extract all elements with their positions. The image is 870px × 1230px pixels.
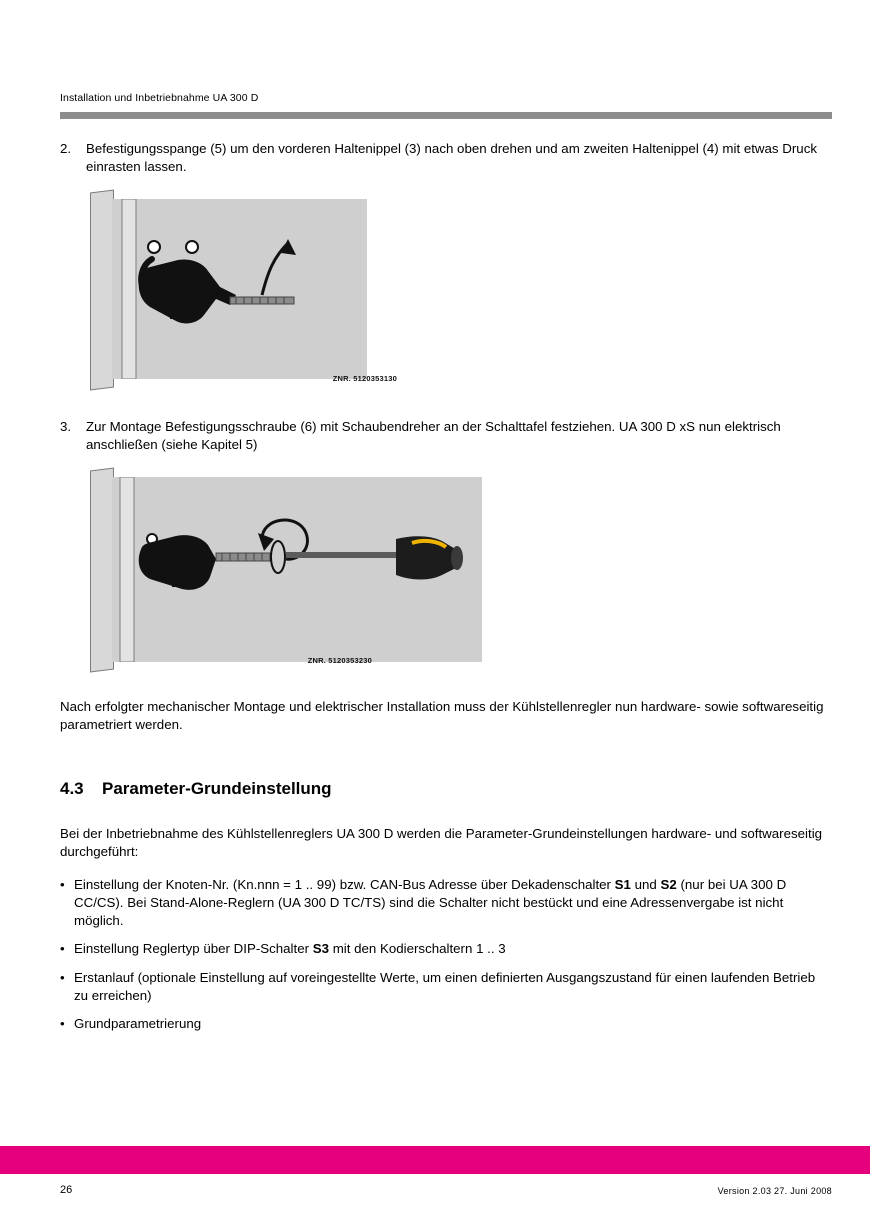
- step-item: [60, 140, 832, 175]
- step-item: [60, 418, 832, 453]
- figure-1-illustration: [112, 199, 367, 379]
- step-number: 2.: [60, 141, 72, 156]
- panel-plate-graphic: [90, 468, 114, 673]
- bullet-list: [60, 876, 832, 1033]
- figure-caption: ZNR. 5120353230: [307, 656, 372, 666]
- step-text: Zur Montage Befestigungsschraube (6) mit Schaubendreher an der Schalttafel festziehen. UA 300 D xS nun elektrisch anschließen (siehe Kapitel 5): [86, 419, 781, 452]
- list-item: [60, 1015, 832, 1033]
- footer-version: Version 2.03 27. Juni 2008: [717, 1186, 832, 1196]
- section-heading: [60, 779, 832, 799]
- page-header-title: Installation und Inbetriebnahme UA 300 D: [60, 92, 259, 104]
- figure-caption: ZNR. 5120353130: [332, 374, 397, 384]
- step-text: Befestigungsspange (5) um den vorderen Haltenippel (3) nach oben drehen und am zweiten Haltenippel (4) mit etwas Druck einrasten lassen.: [86, 141, 817, 174]
- figure-2-illustration: [112, 477, 482, 662]
- panel-plate-graphic: [90, 190, 114, 391]
- section-title: Parameter-Grundeinstellung: [102, 779, 332, 799]
- bullet-marker: •: [60, 877, 65, 893]
- bullet-text: Erstanlauf (optionale Einstellung auf voreingestellte Werte, um einen definierten Ausgangszustand für einen laufenden Betrieb zu erreichen): [74, 970, 816, 1003]
- bullet-marker: •: [60, 941, 65, 957]
- bullet-marker: •: [60, 970, 65, 986]
- figure-screwdriver-mounting: [60, 467, 832, 682]
- figure-background: [112, 477, 482, 662]
- section-intro-paragraph: Bei der Inbetriebnahme des Kühlstellenreglers UA 300 D werden die Parameter-Grundeinstellungen hardware- und softwareseitig durchgeführt:: [60, 826, 823, 859]
- post-figure-paragraph: Nach erfolgter mechanischer Montage und elektrischer Installation muss der Kühlstellenregler nun hardware- sowie softwareseitig parametriert werden.: [60, 699, 824, 732]
- bullet-text: Einstellung der Knoten-Nr. (Kn.nnn = 1 .. 99) bzw. CAN-Bus Adresse über Dekadenschalter S1 und S2 (nur bei UA 300 D CC/CS). Bei Stand-Alone-Reglern (UA 300 D TC/TS) sind die Schalter nicht bestückt und eine Adressenvergabe ist nicht möglich.: [74, 877, 787, 928]
- bullet-marker: •: [60, 1016, 65, 1032]
- step-number: 3.: [60, 419, 72, 435]
- page-content: [60, 140, 832, 1044]
- list-item: [60, 940, 832, 958]
- page-number: 26: [60, 1184, 73, 1196]
- section-number: 4.3: [60, 779, 84, 799]
- header-divider: [60, 112, 832, 119]
- figure-mounting-clip: [60, 189, 832, 394]
- footer-color-bar: [0, 1146, 870, 1174]
- figure-background: [112, 199, 367, 379]
- bullet-text: Grundparametrierung: [74, 1016, 202, 1032]
- list-item: [60, 876, 832, 929]
- list-item: [60, 969, 832, 1004]
- bullet-text: Einstellung Reglertyp über DIP-Schalter S3 mit den Kodierschaltern 1 .. 3: [74, 941, 506, 957]
